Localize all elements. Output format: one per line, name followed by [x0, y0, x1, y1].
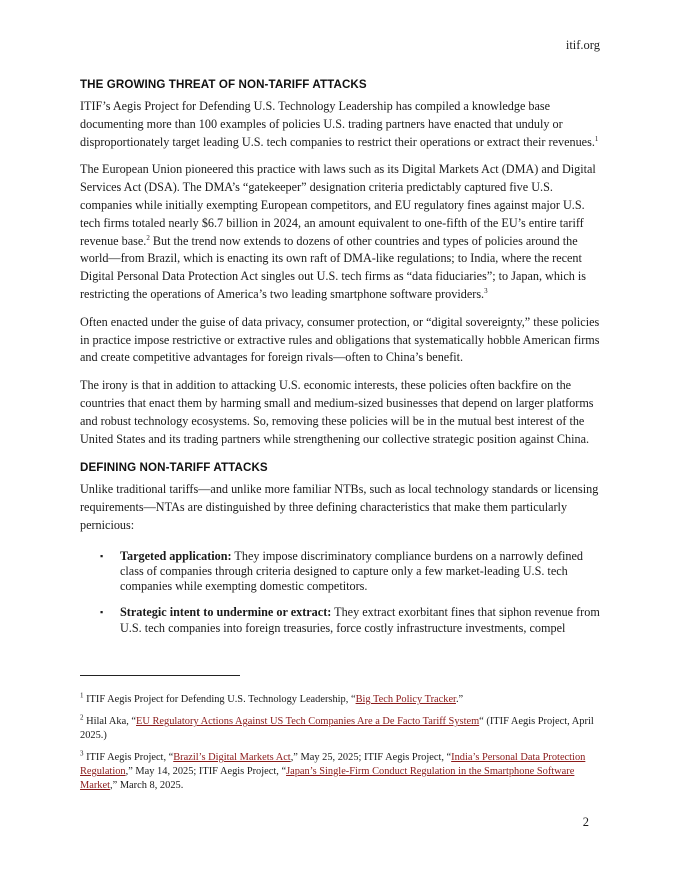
square-bullet-icon: ▪ [100, 607, 104, 618]
footnote-link-eu-regulatory-actions[interactable]: EU Regulatory Actions Against US Tech Companies Are a De Facto Tariff System [136, 716, 480, 727]
characteristics-list [80, 549, 600, 636]
paragraph-intro: Unlike traditional tariffs—and unlike more familiar NTBs, such as local technology standards or licensing requirements—NTAs are distinguished by three defining characteristics that make them particularly pernicious: [80, 482, 599, 532]
footnote-link-brazil-dma[interactable]: Brazil’s Digital Markets Act [173, 752, 291, 763]
footnote-link-big-tech-policy-tracker[interactable]: Big Tech Policy Tracker [355, 694, 456, 705]
footnote-ref-2[interactable]: 2 [146, 233, 150, 242]
footnote-text: ITIF Aegis Project for Defending U.S. Technology Leadership, “ [83, 694, 356, 705]
footnote-1 [80, 693, 605, 707]
footnote-3 [80, 751, 605, 793]
footnote-number: 1 [80, 691, 84, 700]
footnote-text: ,” May 25, 2025; ITIF Aegis Project, “ [290, 752, 452, 763]
paragraph-2 [80, 161, 600, 303]
list-item [80, 605, 600, 635]
footnote-text: .” [455, 694, 464, 705]
footnote-divider [80, 675, 240, 676]
footnote-ref-3[interactable]: 3 [484, 286, 488, 295]
page-number: 2 [582, 815, 589, 829]
footnote-text: ITIF Aegis Project, “ [83, 752, 174, 763]
square-bullet-icon: ▪ [100, 550, 104, 561]
bullet-text: They extract exorbitant fines that siphon revenue from U.S. tech companies into foreign treasuries, force costly infrastructure investments, compel [120, 605, 600, 635]
bullet-term: Strategic intent to undermine or extract: [120, 605, 332, 620]
section-heading-growing-threat: THE GROWING THREAT OF NON-TARIFF ATTACKS [80, 77, 367, 92]
section-heading-defining-ntas: DEFINING NON-TARIFF ATTACKS [80, 461, 268, 475]
footnotes [80, 693, 605, 801]
bullet-text: They impose discriminatory compliance burdens on a narrowly defined class of companies through criteria designed to capture only a few market-leading U.S. tech companies while exempting domestic competitors. [120, 548, 584, 594]
footnote-text: “ (ITIF Aegis Project, April 2025.) [80, 716, 594, 741]
paragraph-1-text: ITIF’s Aegis Project for Defending U.S. Technology Leadership has compiled a knowledge base documenting more than 100 examples of policies U.S. trading partners have enacted that unduly or disproportionately target leading U.S. tech companies to restrict their operations or extract their revenues. [80, 99, 595, 149]
paragraph-2-text-b: But the trend now extends to dozens of other countries and types of policies around the world—from Brazil, which is enacting its own raft of DMA-like regulations; to India, where the recent Digital Personal Data Protection Act singles out U.S. tech firms as “data fiduciaries”; to Japan, which is restricting the operations of America’s two leading smartphone software providers. [80, 233, 587, 301]
footnote-number: 2 [80, 713, 84, 722]
main-content [80, 78, 600, 647]
footnote-number: 3 [80, 749, 84, 758]
bullet-term: Targeted application: [120, 548, 232, 563]
footnote-text: ,” May 14, 2025; ITIF Aegis Project, “ [125, 766, 287, 777]
paragraph-3: Often enacted under the guise of data privacy, consumer protection, or “digital sovereignty,” these policies in practice impose restrictive or extractive rules and obligations that systematically hobble American firms and create competitive advantages for foreign rivals—often to China’s benefit. [80, 314, 600, 365]
paragraph-2-text-a: The European Union pioneered this practice with laws such as its Digital Markets Act (DMA) and Digital Services Act (DSA). The DMA’s “gatekeeper” designation criteria predictably captured five U.S. companies while initially exempting European competitors, and EU regulatory fines against major U.S. tech firms totaled nearly $6.7 billion in 2024, an amount equivalent to one-fifth of the EU’s entire tariff revenue base. [80, 162, 596, 248]
footnote-link-japan-smartphone[interactable]: Japan’s Single-Firm Conduct Regulation in the Smartphone Software Market [80, 766, 575, 791]
paragraph-1 [80, 98, 600, 151]
footnote-text: ,” March 8, 2025. [110, 780, 184, 791]
footnote-2 [80, 715, 605, 743]
footnote-text: Hilal Aka, “ [83, 716, 137, 727]
footnote-link-india-data-protection[interactable]: India’s Personal Data Protection Regulation [80, 752, 586, 777]
site-header: itif.org [565, 38, 600, 52]
list-item [80, 549, 600, 595]
paragraph-4: The irony is that in addition to attacking U.S. economic interests, these policies often backfire on the countries that enact them by harming small and medium-sized businesses that depend on larger platforms and robust technology ecosystems. So, removing these policies will be in the mutual best interest of the United States and its trading partners while strengthening our collective strategic position against China. [80, 378, 594, 446]
footnote-ref-1[interactable]: 1 [594, 134, 599, 143]
